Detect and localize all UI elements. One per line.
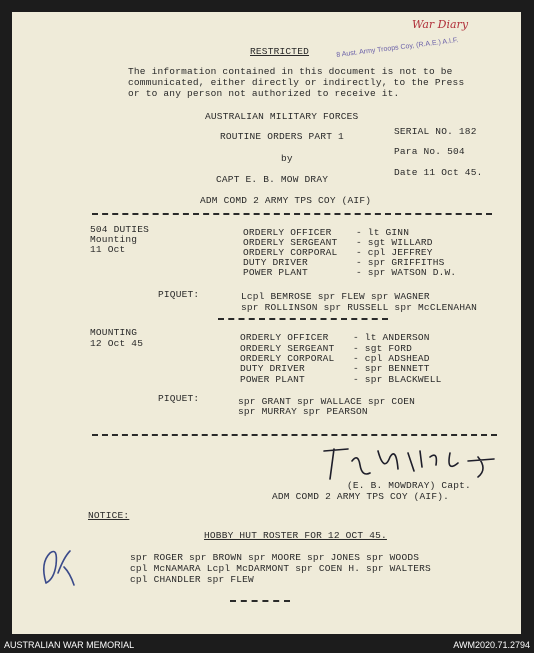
footer-accession: AWM2020.71.2794 [453, 640, 530, 650]
mounting-date: 11 Oct [90, 244, 126, 255]
assignee-3: - cpl ADSHEAD [353, 353, 430, 364]
duties-heading: 504 DUTIES [90, 224, 150, 235]
assignee-2: - sgt FORD [353, 343, 413, 354]
mounting-label: Mounting [90, 234, 138, 245]
divider [218, 318, 388, 320]
unit-line: ADM COMD 2 ARMY TPS COY (AIF) [200, 195, 372, 206]
mounting-date: 12 Oct 45 [90, 338, 144, 349]
role-2: ORDERLY SERGEANT [240, 343, 335, 354]
serial-number: SERIAL NO. 182 [394, 126, 477, 137]
divider [92, 213, 492, 215]
divider [230, 600, 290, 602]
assignee-2: - sgt WILLARD [356, 237, 433, 248]
handwritten-initials [36, 543, 80, 591]
notice-line-2: communicated, either directly or indirectly, to the Press [128, 77, 465, 88]
assignee-4: - spr BENNETT [353, 363, 430, 374]
roster-line-3: cpl CHANDLER spr FLEW [130, 574, 254, 585]
piquet-line-2: spr ROLLINSON spr RUSSELL spr McCLENAHAN [241, 302, 478, 313]
forces-title: AUSTRALIAN MILITARY FORCES [205, 111, 359, 122]
orders-title: ROUTINE ORDERS PART 1 [220, 131, 344, 142]
assignee-1: - lt ANDERSON [353, 332, 430, 343]
role-5: POWER PLANT [243, 267, 308, 278]
piquet-line-2: spr MURRAY spr PEARSON [238, 406, 368, 417]
footer-source: AUSTRALIAN WAR MEMORIAL [4, 640, 135, 650]
assignee-1: - lt GINN [356, 227, 410, 238]
role-2: ORDERLY SERGEANT [243, 237, 338, 248]
para-number: Para No. 504 [394, 146, 465, 157]
notice-line-3: or to any person not authorized to receive it. [128, 88, 400, 99]
handwritten-signature [318, 443, 508, 485]
mounting-label: MOUNTING [90, 327, 138, 338]
role-5: POWER PLANT [240, 374, 305, 385]
restricted-heading: RESTRICTED [250, 46, 310, 57]
piquet-line-1: Lcpl BEMROSE spr FLEW spr WAGNER [241, 291, 430, 302]
piquet-label: PIQUET: [158, 393, 200, 404]
roster-title: HOBBY HUT ROSTER FOR 12 OCT 45. [204, 530, 387, 541]
notice-label: NOTICE: [88, 510, 130, 521]
piquet-line-1: spr GRANT spr WALLACE spr COEN [238, 396, 416, 407]
role-3: ORDERLY CORPORAL [240, 353, 335, 364]
role-3: ORDERLY CORPORAL [243, 247, 338, 258]
war-diary-stamp: War Diary [412, 18, 469, 31]
order-date: Date 11 Oct 45. [394, 167, 483, 178]
divider [92, 434, 497, 436]
signatory-name: (E. B. MOWDRAY) Capt. [347, 480, 471, 491]
notice-line-1: The information contained in this document is not to be [128, 66, 453, 77]
signatory-unit: ADM COMD 2 ARMY TPS COY (AIF). [272, 491, 450, 502]
role-4: DUTY DRIVER [243, 257, 308, 268]
roster-line-2: cpl McNAMARA Lcpl McDARMONT spr COEN H. spr WALTERS [130, 563, 431, 574]
assignee-5: - spr WATSON D.W. [356, 267, 457, 278]
piquet-label: PIQUET: [158, 289, 200, 300]
officer-name: CAPT E. B. MOW DRAY [216, 174, 329, 185]
assignee-4: - spr GRIFFITHS [356, 257, 445, 268]
role-1: ORDERLY OFFICER [240, 332, 329, 343]
by-text: by [281, 153, 293, 164]
unit-stamp: 8 Aust. Army Troops Coy, (R.A.E.) A.I.F. [336, 37, 459, 59]
assignee-3: - cpl JEFFREY [356, 247, 433, 258]
role-4: DUTY DRIVER [240, 363, 305, 374]
assignee-5: - spr BLACKWELL [353, 374, 442, 385]
role-1: ORDERLY OFFICER [243, 227, 332, 238]
roster-line-1: spr ROGER spr BROWN spr MOORE spr JONES spr WOODS [130, 552, 420, 563]
